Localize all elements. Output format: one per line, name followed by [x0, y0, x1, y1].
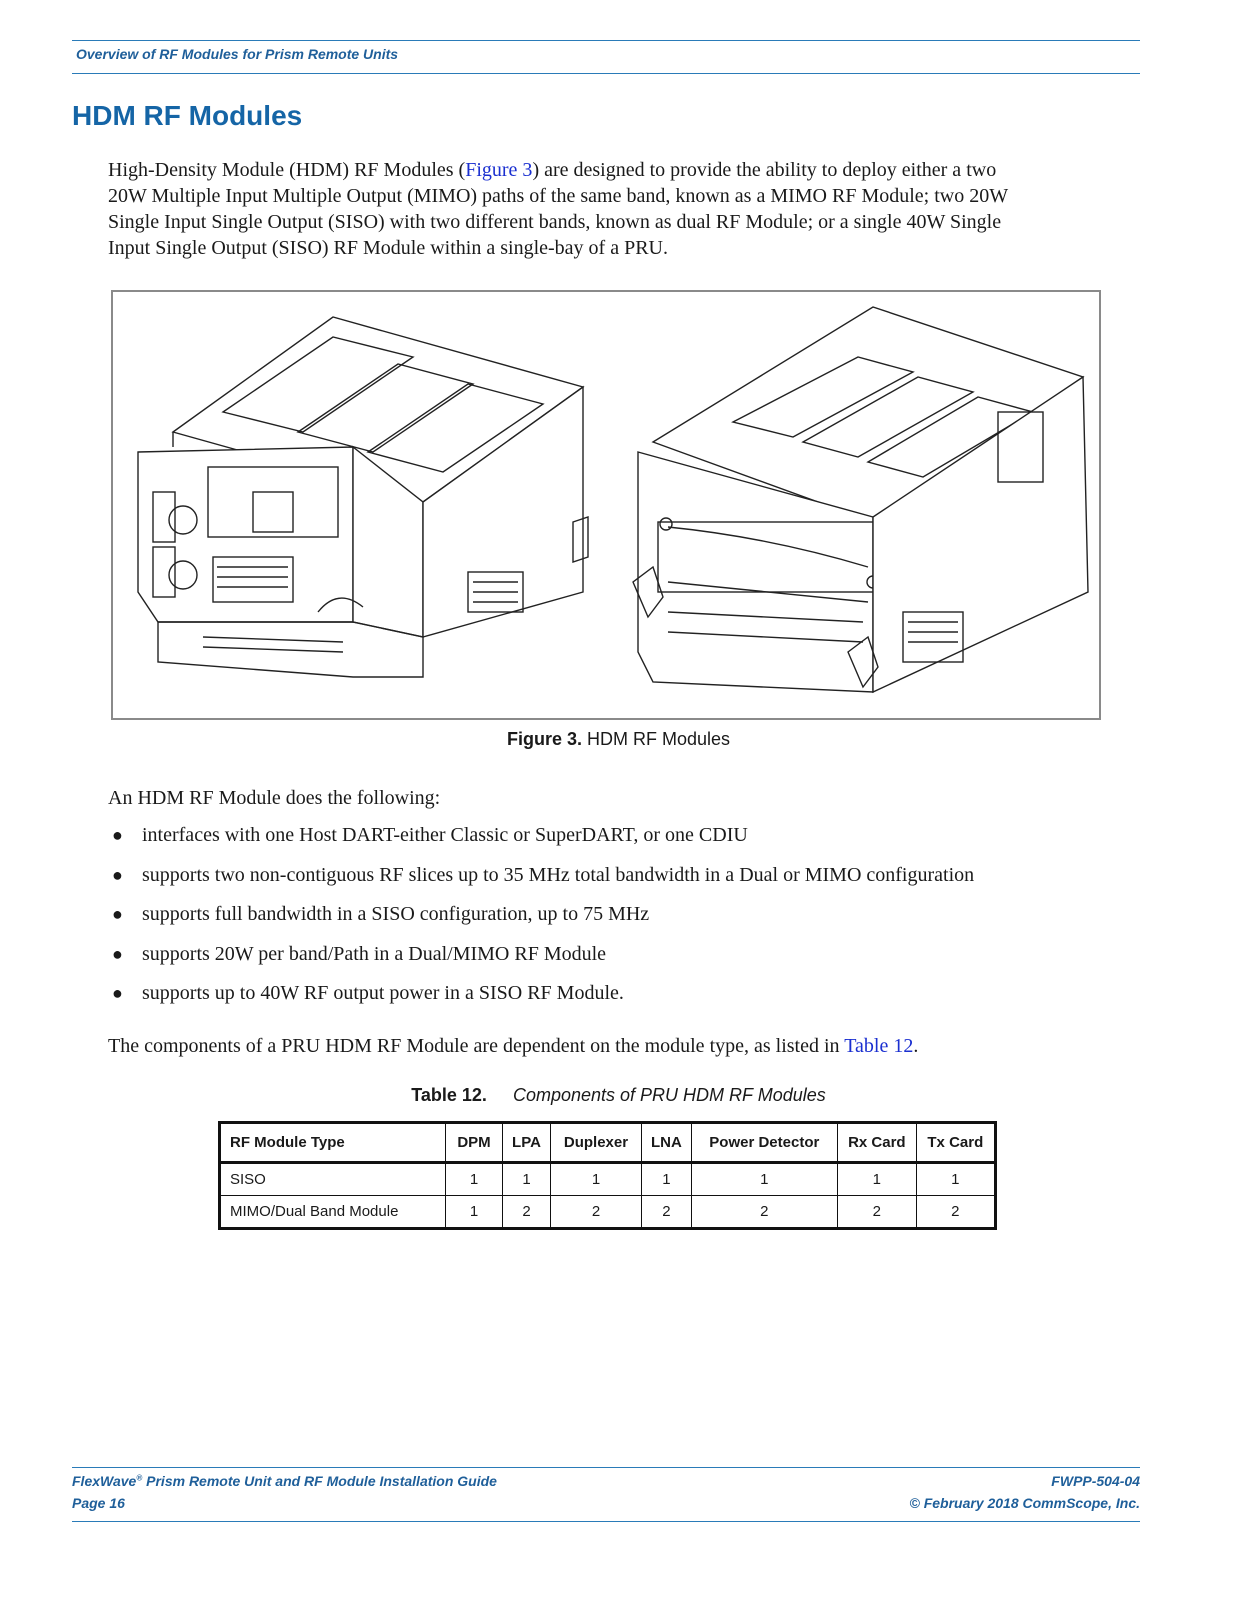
table-row: [220, 1163, 996, 1196]
footer-guide-name: Prism Remote Unit and RF Module Installation Guide: [142, 1473, 497, 1489]
table-caption: [0, 1085, 1237, 1106]
intro-line-2: 20W Multiple Input Multiple Output (MIMO) paths of the same band, known as a MIMO RF Module; two 20W: [108, 185, 1009, 207]
list-item: ● supports full bandwidth in a SISO configuration, up to 75 MHz: [112, 903, 650, 926]
intro-paragraph: [108, 157, 1128, 261]
table-cell: 1: [642, 1163, 692, 1196]
footer-product-name: FlexWave: [72, 1473, 137, 1489]
table-cell: 2: [503, 1196, 551, 1229]
table-cell: 1: [916, 1163, 995, 1196]
table-cell: 1: [503, 1163, 551, 1196]
table-label: Table 12.: [411, 1085, 487, 1105]
footer-top-rule: [72, 1467, 1140, 1468]
table-cell: 2: [837, 1196, 916, 1229]
figure-3-link[interactable]: Figure 3: [465, 159, 533, 181]
table-12-link[interactable]: Table 12: [844, 1035, 914, 1057]
figure-label: Figure 3.: [506, 729, 582, 749]
footer-guide-title: [72, 1473, 497, 1489]
figure-caption: [0, 729, 1237, 750]
footer-page-number: Page 16: [72, 1495, 125, 1511]
table-cell: MIMO/Dual Band Module: [220, 1196, 446, 1229]
list-item: ● interfaces with one Host DART-either Classic or SuperDART, or one CDIU: [112, 824, 748, 846]
table-cell: 2: [551, 1196, 642, 1229]
header-top-rule: [72, 40, 1140, 41]
table-cell: 1: [691, 1163, 837, 1196]
bullet-icon: ●: [112, 864, 123, 885]
intro-line-4: Input Single Output (SISO) RF Module within a single-bay of a PRU.: [108, 237, 668, 259]
table-row: [220, 1196, 996, 1229]
section-title: HDM RF Modules: [72, 100, 303, 131]
bullet-icon: ●: [112, 983, 123, 1004]
intro-line-1: High-Density Module (HDM) RF Modules (Figure 3) are designed to provide the ability to deploy either a two: [108, 159, 997, 181]
table-cell: 1: [551, 1163, 642, 1196]
col-header-power-detector: Power Detector: [691, 1123, 837, 1163]
col-header-dpm: DPM: [446, 1123, 503, 1163]
registered-mark: ®: [136, 1473, 143, 1483]
bullet-icon: ●: [112, 943, 123, 964]
right-module-drawing: [633, 307, 1088, 692]
components-paragraph: The components of a PRU HDM RF Module are dependent on the module type, as listed in Table 12.: [108, 1035, 919, 1057]
footer-copyright: © February 2018 CommScope, Inc.: [909, 1495, 1140, 1511]
table-cell: 1: [837, 1163, 916, 1196]
footer-bottom-rule: [72, 1521, 1140, 1522]
bullet-icon: ●: [112, 904, 123, 925]
table-cell: 2: [642, 1196, 692, 1229]
list-item: ● supports two non-contiguous RF slices up to 35 MHz total bandwidth in a Dual or MIMO configuration: [112, 863, 975, 886]
bullet-icon: ●: [112, 825, 123, 845]
table-cell: 1: [446, 1196, 503, 1229]
table-header-row: [220, 1123, 996, 1163]
col-header-tx-card: Tx Card: [916, 1123, 995, 1163]
hdm-rf-modules-figure: [111, 290, 1101, 720]
col-header-rf-module-type: RF Module Type: [220, 1123, 446, 1163]
list-item: ● supports 20W per band/Path in a Dual/MIMO RF Module: [112, 942, 607, 965]
lead-paragraph: An HDM RF Module does the following:: [108, 787, 441, 809]
col-header-lna: LNA: [642, 1123, 692, 1163]
components-table: [218, 1121, 997, 1230]
table-cell: SISO: [220, 1163, 446, 1196]
header-bottom-rule: [72, 73, 1140, 74]
col-header-lpa: LPA: [503, 1123, 551, 1163]
table-cell: 2: [916, 1196, 995, 1229]
table-cell: 1: [446, 1163, 503, 1196]
footer-doc-number: FWPP-504-04: [1051, 1473, 1140, 1489]
col-header-duplexer: Duplexer: [551, 1123, 642, 1163]
running-header: Overview of RF Modules for Prism Remote Units: [76, 46, 399, 62]
figure-caption-text: HDM RF Modules: [587, 729, 731, 749]
left-module-drawing: [138, 317, 588, 677]
col-header-rx-card: Rx Card: [837, 1123, 916, 1163]
table-title: Components of PRU HDM RF Modules: [512, 1085, 826, 1105]
list-item: ● supports up to 40W RF output power in a SISO RF Module.: [112, 982, 624, 1005]
feature-bullet-list: [108, 822, 1128, 1020]
hdm-modules-drawing: [113, 292, 1099, 718]
intro-line-3: Single Input Single Output (SISO) with two different bands, known as dual RF Module; or a single 40W Single: [108, 211, 1002, 233]
table-cell: 2: [691, 1196, 837, 1229]
